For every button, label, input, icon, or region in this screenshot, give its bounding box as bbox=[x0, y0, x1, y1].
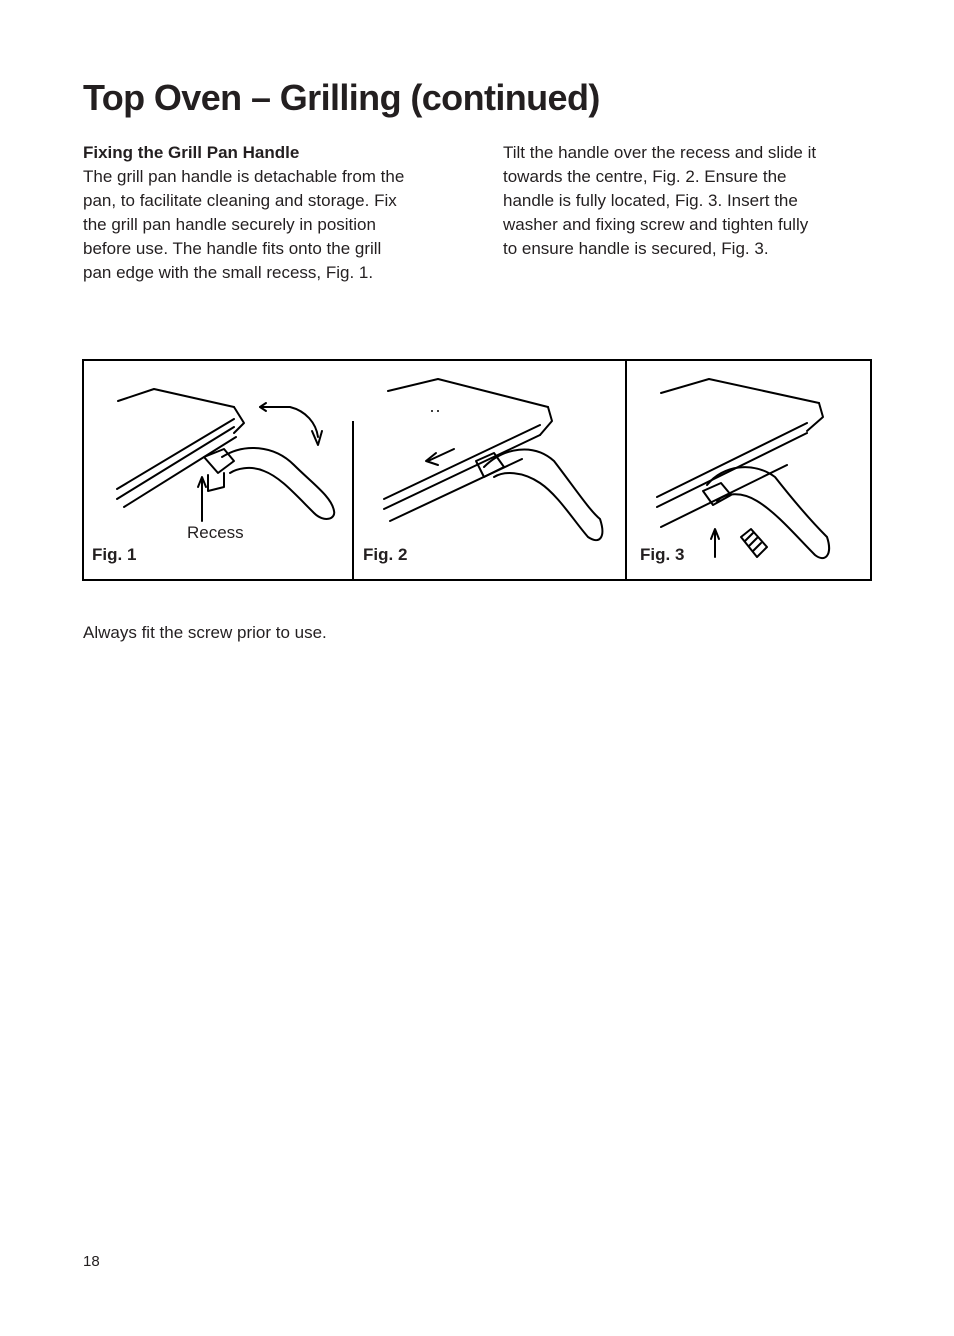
recess-callout: Recess bbox=[187, 523, 244, 542]
page-title: Top Oven – Grilling (continued) bbox=[83, 77, 600, 118]
section-heading: Fixing the Grill Pan Handle bbox=[83, 143, 300, 162]
right-column bbox=[503, 141, 823, 261]
left-column bbox=[83, 141, 413, 284]
right-column-text: Tilt the handle over the recess and slide it towards the centre, Fig. 2. Ensure the handle is fully located, Fig. 3. Insert the washer and fixing screw and tighten fully to ensure handle is secured, Fig. 3. bbox=[503, 143, 817, 258]
left-column-text: The grill pan handle is detachable from the pan, to facilitate cleaning and storage. Fix the grill pan handle securely in position before use. The handle fits onto the grill pan edge with the small recess, Fig. 1. bbox=[83, 166, 405, 282]
figure-panel bbox=[82, 359, 872, 581]
fig-3-label: Fig. 3 bbox=[640, 545, 685, 564]
screw-note: Always fit the screw prior to use. bbox=[83, 623, 327, 642]
fig-2-label: Fig. 2 bbox=[363, 545, 408, 564]
page-number: 18 bbox=[83, 1253, 100, 1270]
fig-1-label: Fig. 1 bbox=[92, 545, 137, 564]
